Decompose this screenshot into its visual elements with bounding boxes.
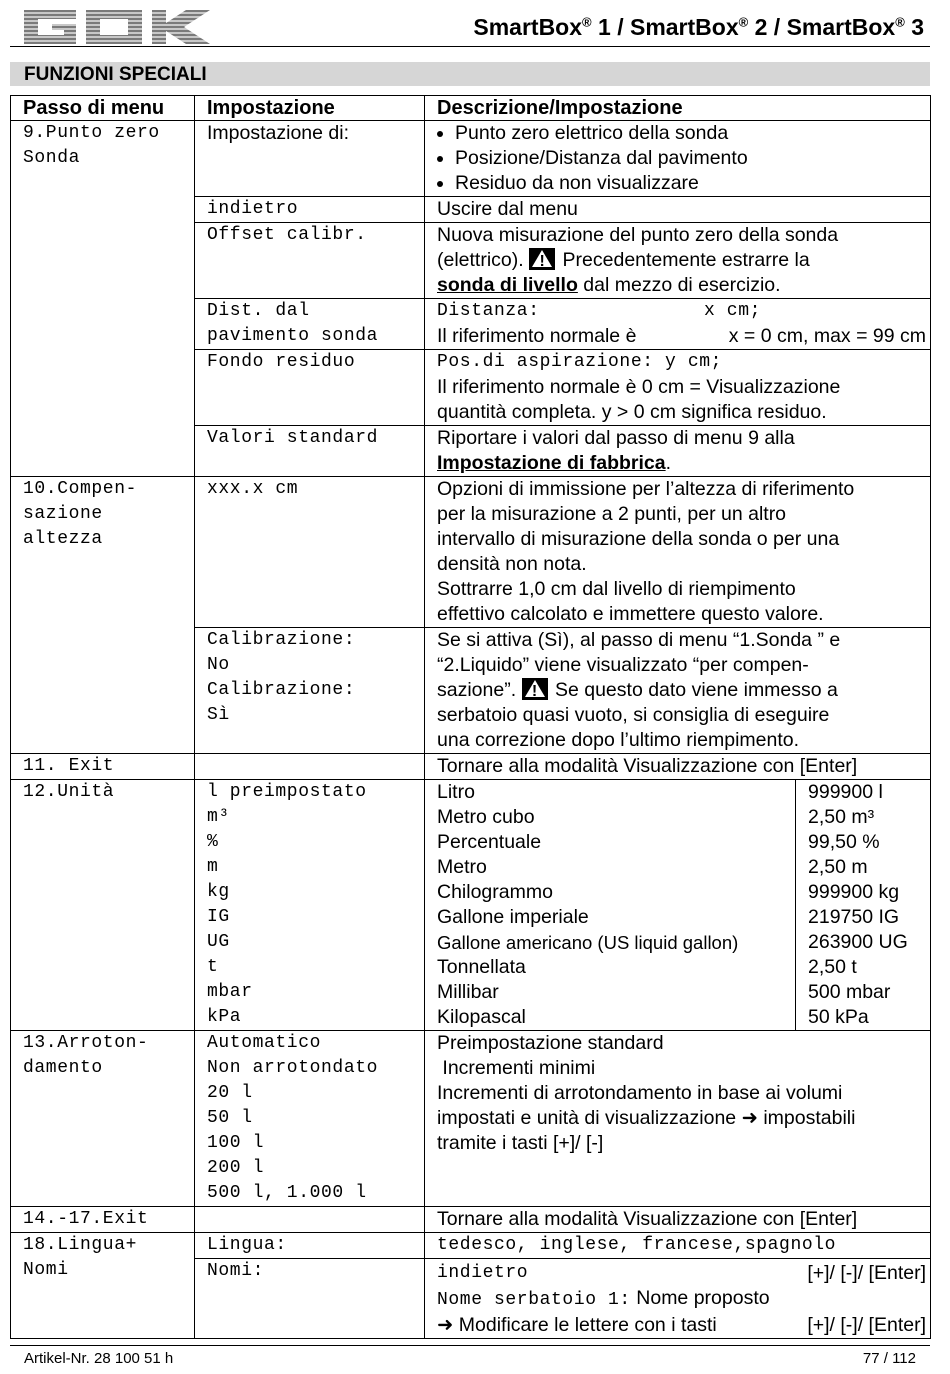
setting-cell: Nomi: xyxy=(195,1259,425,1339)
list-item: • Residuo da non visualizzare xyxy=(455,171,926,196)
setting-cell: Dist. dal pavimento sonda xyxy=(195,299,425,350)
unit-row: Gallone imperiale 219750 IG xyxy=(437,905,930,930)
setting-cell xyxy=(195,1207,425,1233)
step-cell: 11. Exit xyxy=(11,754,195,780)
description-cell: Tornare alla modalità Visualizzazione con [Enter] xyxy=(425,1207,931,1233)
table-row xyxy=(11,780,931,1031)
description-cell: Tornare alla modalità Visualizzazione con [Enter] xyxy=(425,754,931,780)
setting-cell: Fondo residuo xyxy=(195,350,425,426)
bullet-list xyxy=(437,121,926,196)
page-number: 77 / 112 xyxy=(862,1350,916,1367)
table-row xyxy=(11,477,931,628)
header-menu-step: Passo di menu xyxy=(11,96,195,121)
setting-cell xyxy=(195,754,425,780)
header-setting: Impostazione xyxy=(195,96,425,121)
header-description: Descrizione/Impostazione xyxy=(425,96,931,121)
product-title: SmartBox® 1 / SmartBox® 2 / SmartBox® 3 xyxy=(473,14,924,40)
step-cell: 10.Compen- sazione altezza xyxy=(11,477,195,754)
description-cell: indietro [+]/ [-]/ [Enter] Nome serbatoio 1: Nome proposto ➜ Modificare le lettere con i tasti [+]/ [-]/ [Enter] xyxy=(425,1259,931,1339)
gok-logo xyxy=(24,10,210,44)
unit-row: Gallone americano (US liquid gallon) 263900 UG xyxy=(437,930,930,955)
unit-row: Chilogrammo 999900 kg xyxy=(437,880,930,905)
setting-cell: Impostazione di: xyxy=(195,121,425,197)
warning-icon xyxy=(529,248,555,270)
unit-row: Litro 999900 l xyxy=(437,780,930,805)
warning-icon xyxy=(522,678,548,700)
setting-cell: indietro xyxy=(195,197,425,223)
unit-row: Metro 2,50 m xyxy=(437,855,930,880)
table-row xyxy=(11,754,931,780)
table-row xyxy=(11,1233,931,1259)
setting-cell: Valori standard xyxy=(195,426,425,477)
description-cell: tedesco, inglese, francese,spagnolo xyxy=(425,1233,931,1259)
table-row xyxy=(11,1207,931,1233)
description-cell: Riportare i valori dal passo di menu 9 alla Impostazione di fabbrica. xyxy=(425,426,931,477)
step-cell: 14.-17.Exit xyxy=(11,1207,195,1233)
description-cell: Distanza: x cm; Il riferimento normale è x = 0 cm, max = 99 cm xyxy=(425,299,931,350)
unit-row: Tonnellata 2,50 t xyxy=(437,955,930,980)
step-cell: 13.Arroton- damento xyxy=(11,1031,195,1207)
setting-cell: xxx.x cm xyxy=(195,477,425,628)
setting-cell: Automatico Non arrotondato 20 l 50 l 100 l 200 l 500 l, 1.000 l xyxy=(195,1031,425,1207)
unit-row: Metro cubo 2,50 m³ xyxy=(437,805,930,830)
description-cell: Opzioni di immissione per l’altezza di riferimento per la misurazione a 2 punti, per un altro intervallo di misurazione della sonda o per una densità non nota. Sottrarre 1,0 cm dal livello di riempimento effettivo calcolato e immettere questo valore. xyxy=(425,477,931,628)
list-item: • Punto zero elettrico della sonda xyxy=(455,121,926,146)
page-footer xyxy=(10,1345,930,1367)
setting-cell: Calibrazione: No Calibrazione: Sì xyxy=(195,628,425,754)
description-cell: Se si attiva (Sì), al passo di menu “1.Sonda ” e “2.Liquido” viene visualizzato “per compen- sazione”. ! Se questo dato viene immesso a serbatoio quasi vuoto, si consiglia di eseguire una correzione dopo l’ultimo riempimento. xyxy=(425,628,931,754)
section-title: FUNZIONI SPECIALI xyxy=(24,64,207,85)
step-cell: 9.Punto zero Sonda xyxy=(11,121,195,477)
menu-table xyxy=(10,95,931,1339)
section-bar xyxy=(10,62,930,86)
description-cell: Pos.di aspirazione: y cm; Il riferimento normale è 0 cm = Visualizzazione quantità completa. y > 0 cm significa residuo. xyxy=(425,350,931,426)
description-cell: Nuova misurazione del punto zero della sonda (elettrico). ! Precedentemente estrarre la sonda di livello dal mezzo di esercizio. xyxy=(425,223,931,299)
step-cell: 18.Lingua+ Nomi xyxy=(11,1233,195,1339)
page-header xyxy=(10,6,930,47)
setting-cell: Lingua: xyxy=(195,1233,425,1259)
description-cell: Preimpostazione standard Incrementi minimi Incrementi di arrotondamento in base ai volumi impostati e unità di visualizzazione ➜ impostabili tramite i tasti [+]/ [-] xyxy=(425,1031,931,1207)
article-number: Artikel-Nr. 28 100 51 h xyxy=(24,1350,174,1367)
description-cell: Uscire dal menu xyxy=(425,197,931,223)
unit-row: Percentuale 99,50 % xyxy=(437,830,930,855)
setting-cell: Offset calibr. xyxy=(195,223,425,299)
unit-row: Kilopascal 50 kPa xyxy=(437,1005,930,1030)
description-cell xyxy=(425,780,931,1031)
unit-table xyxy=(437,780,930,1030)
table-header-row xyxy=(11,96,931,121)
unit-row: Millibar 500 mbar xyxy=(437,980,930,1005)
list-item: • Posizione/Distanza dal pavimento xyxy=(455,146,926,171)
table-row xyxy=(11,1031,931,1207)
table-row xyxy=(11,121,931,197)
step-cell: 12.Unità xyxy=(11,780,195,1031)
description-cell xyxy=(425,121,931,197)
setting-cell: l preimpostato m³ % m kg IG UG t mbar kPa xyxy=(195,780,425,1031)
